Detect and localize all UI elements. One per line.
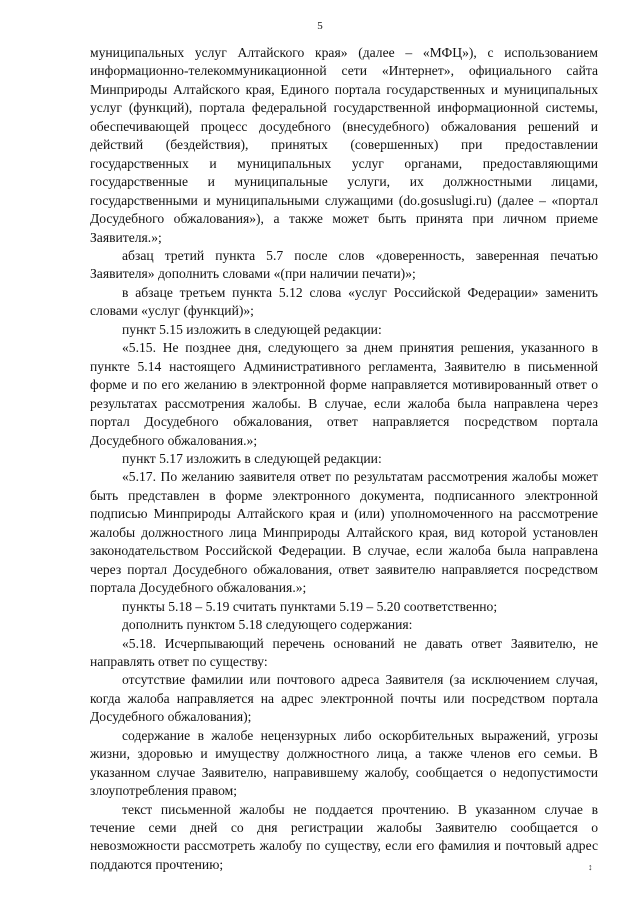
paragraph: абзац третий пункта 5.7 после слов «доверенность, заверенная печатью Заявителя» дополнить словами «(при наличии печати)»; (90, 247, 598, 282)
page-number: 5 (317, 20, 323, 32)
paragraph: «5.15. Не позднее дня, следующего за днем принятия решения, указанного в пункте 5.14 настоящего Административного регламента, Заявителю в письменной форме и по его желанию в электронной форме направляется мотивированный ответ о результатах рассмотрения жалобы. В случае, если жалоба была направлена через портал Досудебного обжалования, ответ направляется посредством портала Досудебного обжалования.»; (90, 340, 598, 448)
paragraph: муниципальных услуг Алтайского края» (далее – «МФЦ»), с использованием информационно-телекоммуникационной сети «Интернет», официального сайта Минприроды Алтайского края, Единого портала государственных и муниципальных услуг (функций), портала федеральной государственной информационной системы, обеспечивающей процесс досудебного (внесудебного) обжалования решений и действий (бездействия), принятых (совершенных) при предоставлении государственных и муниципальных услуг органами, предоставляющими государственные и муниципальные услуги, их должностными лицами, государственными и муниципальными служащими (do.gosuslugi.ru) (далее – «портал Досудебного обжалования»), а также может быть принята при личном приеме Заявителя.»; (90, 45, 598, 245)
paragraph: пункт 5.17 изложить в следующей редакции: (122, 450, 382, 466)
paragraph: дополнить пунктом 5.18 следующего содержания: (122, 617, 413, 633)
paragraph: «5.17. По желанию заявителя ответ по результатам рассмотрения жалобы может быть представлен в форме электронного документа, подписанного электронной подписью Минприроды Алтайского края и (или) уполномоченного на рассмотрение жалобы должностного лица Минприроды Алтайского края, вид которой установлен законодательством Российской Федерации. В случае, если жалоба была направлена через портал Досудебного обжалования, ответ заявителю направляется посредством портала Досудебного обжалования.»; (90, 469, 598, 596)
paragraph: пункт 5.15 изложить в следующей редакции: (122, 321, 382, 337)
scan-mark: ↕ (588, 862, 593, 872)
paragraph: содержание в жалобе нецензурных либо оскорбительных выражений, угрозы жизни, здоровью и имуществу должностного лица, а также членов его семьи. В указанном случае Заявителю, направившему жалобу, сообщается о недопустимости злоупотребления правом; (90, 727, 598, 799)
paragraph: отсутствие фамилии или почтового адреса Заявителя (за исключением случая, когда жалоба направляется на адрес электронной почты или посредством портала Досудебного обжалования); (90, 672, 598, 725)
document-body (90, 44, 598, 874)
paragraph: «5.18. Исчерпывающий перечень оснований не давать ответ Заявителю, не направлять ответ по существу: (90, 635, 598, 669)
paragraph: в абзаце третьем пункта 5.12 слова «услуг Российской Федерации» заменить словами «услуг (функций)»; (90, 284, 598, 319)
paragraph: текст письменной жалобы не поддается прочтению. В указанном случае в течение семи дней со дня регистрации жалобы Заявителю сообщается о невозможности рассмотреть жалобу по существу, если его фамилия и почтовый адрес поддаются прочтению; (90, 801, 598, 872)
paragraph: пункты 5.18 – 5.19 считать пунктами 5.19 – 5.20 соответственно; (122, 598, 498, 614)
